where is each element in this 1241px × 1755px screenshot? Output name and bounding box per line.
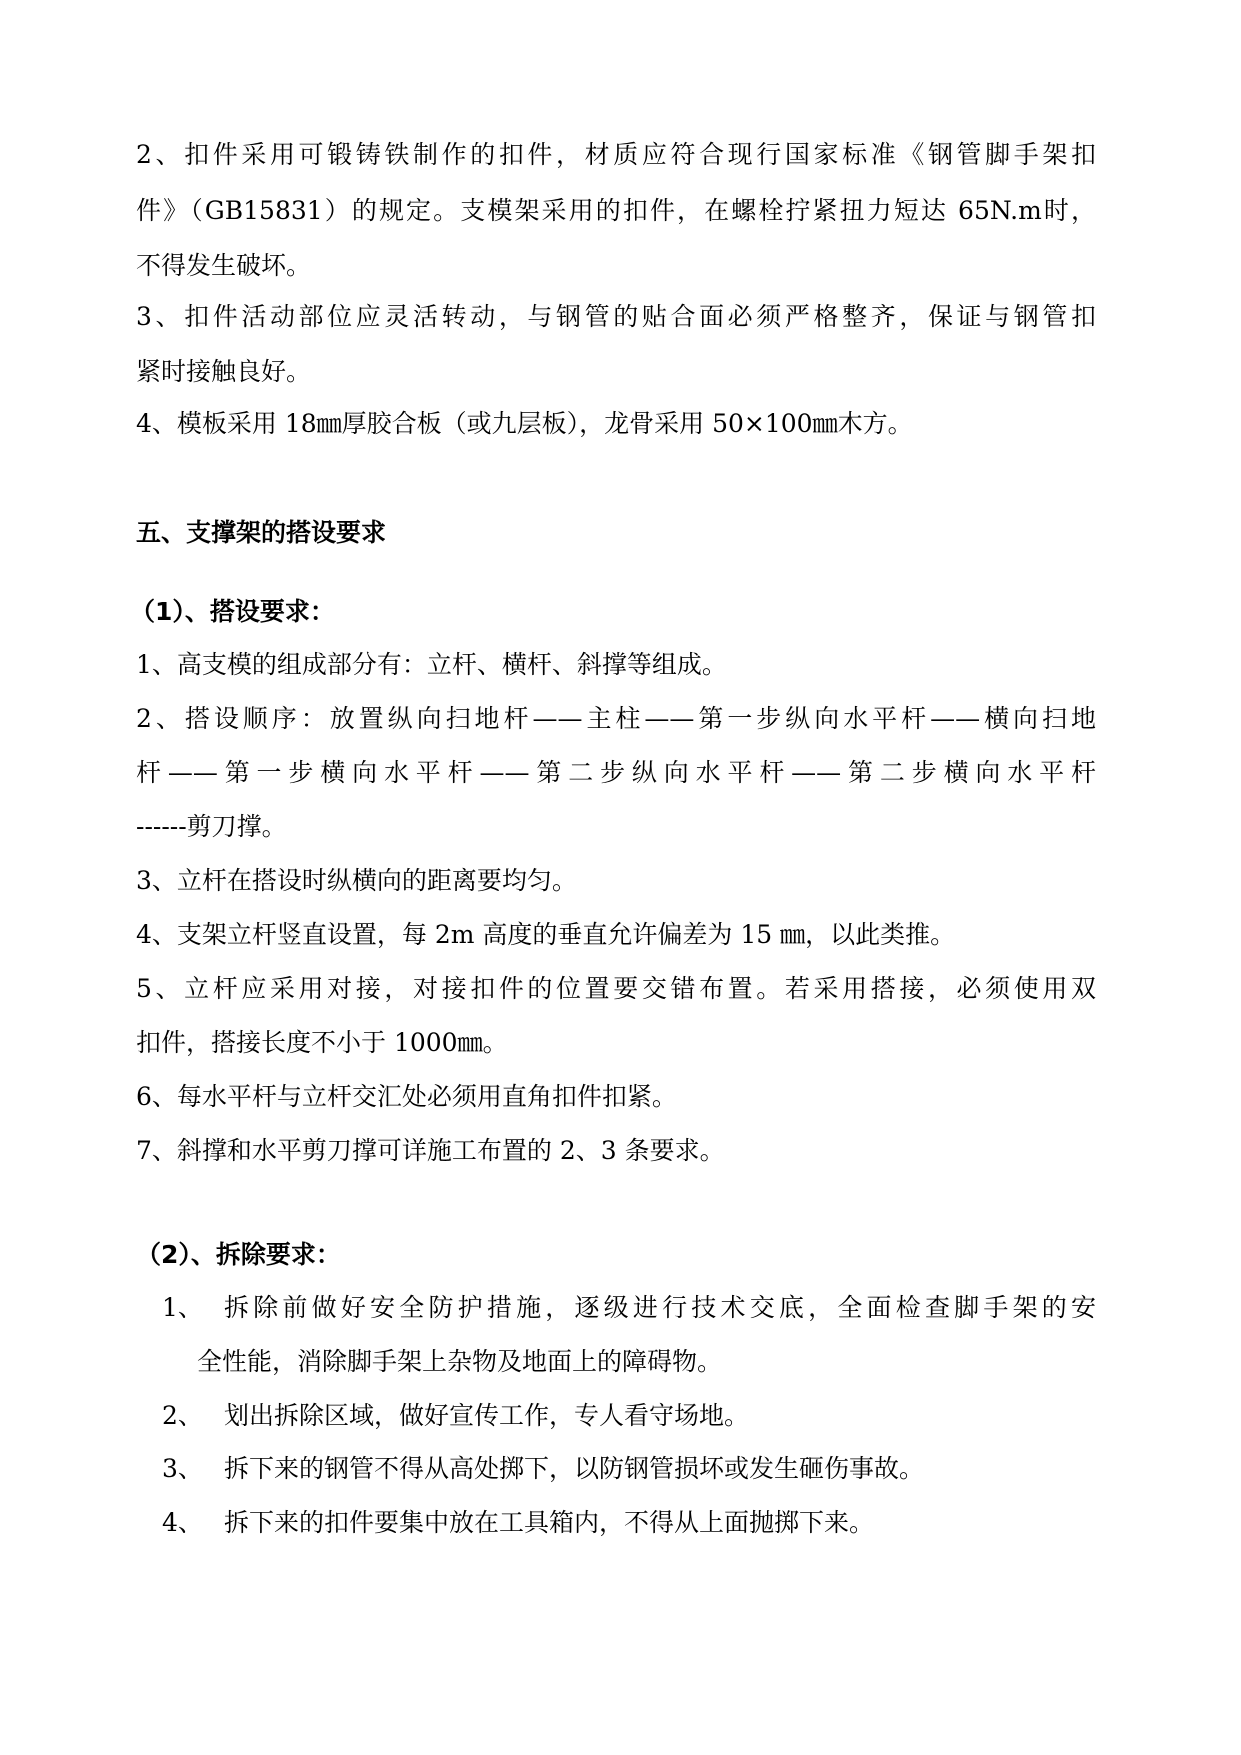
erection-item-6: 6、每水平杆与立杆交汇处必须用直角扣件扣紧。: [136, 1082, 677, 1111]
dismantling-item-4-number: 4、: [162, 1508, 203, 1537]
erection-item-5-line-2: 扣件，搭接长度不小于 1000㎜。: [136, 1028, 508, 1057]
erection-item-2-line-1: 2、搭设顺序：放置纵向扫地杆——主柱——第一步纵向水平杆——横向扫地: [136, 704, 1096, 733]
erection-item-3: 3、立杆在搭设时纵横向的距离要均匀。: [136, 866, 577, 895]
erection-item-7: 7、斜撑和水平剪刀撑可详施工布置的 2、3 条要求。: [136, 1136, 725, 1165]
paragraph-item-2-line-2: 件》（GB15831）的规定。支模架采用的扣件，在螺栓拧紧扭力短达 65N.m时，: [136, 196, 1096, 225]
paragraph-item-2-line-3: 不得发生破坏。: [136, 251, 312, 280]
paragraph-item-2-line-1: 2、扣件采用可锻铸铁制作的扣件，材质应符合现行国家标准《钢管脚手架扣: [136, 140, 1096, 169]
dismantling-item-3-number: 3、: [162, 1454, 203, 1483]
erection-item-2-line-3: ------剪刀撑。: [136, 812, 287, 841]
dismantling-item-1-line-2: 全性能，消除脚手架上杂物及地面上的障碍物。: [197, 1347, 723, 1376]
paragraph-item-4: 4、模板采用 18㎜厚胶合板（或九层板），龙骨采用 50×100㎜木方。: [136, 409, 913, 438]
erection-item-5-line-1: 5、立杆应采用对接，对接扣件的位置要交错布置。若采用搭接，必须使用双: [136, 974, 1096, 1003]
subsection-heading-dismantling: （2）、拆除要求：: [136, 1240, 341, 1269]
dismantling-item-4: 拆下来的扣件要集中放在工具箱内，不得从上面抛掷下来。: [224, 1508, 875, 1537]
dismantling-item-2-number: 2、: [162, 1401, 203, 1430]
dismantling-item-2: 划出拆除区域，做好宣传工作，专人看守场地。: [224, 1401, 750, 1430]
erection-item-4: 4、支架立杆竖直设置，每 2m 高度的垂直允许偏差为 15 ㎜，以此类推。: [136, 920, 956, 949]
erection-item-2-line-2: 杆——第一步横向水平杆——第二步纵向水平杆——第二步横向水平杆: [136, 758, 1096, 787]
paragraph-item-3-line-2: 紧时接触良好。: [136, 357, 312, 386]
section-heading: 五、支撑架的搭设要求: [136, 518, 387, 547]
dismantling-item-1-number: 1、: [162, 1293, 203, 1322]
subsection-heading-erection: （1）、搭设要求：: [130, 597, 335, 626]
erection-item-1: 1、高支模的组成部分有：立杆、横杆、斜撑等组成。: [136, 650, 727, 679]
dismantling-item-3: 拆下来的钢管不得从高处掷下，以防钢管损坏或发生砸伤事故。: [224, 1454, 925, 1483]
paragraph-item-3-line-1: 3、扣件活动部位应灵活转动，与钢管的贴合面必须严格整齐，保证与钢管扣: [136, 302, 1096, 331]
dismantling-item-1-line-1: 拆除前做好安全防护措施，逐级进行技术交底，全面检查脚手架的安: [224, 1293, 1096, 1322]
